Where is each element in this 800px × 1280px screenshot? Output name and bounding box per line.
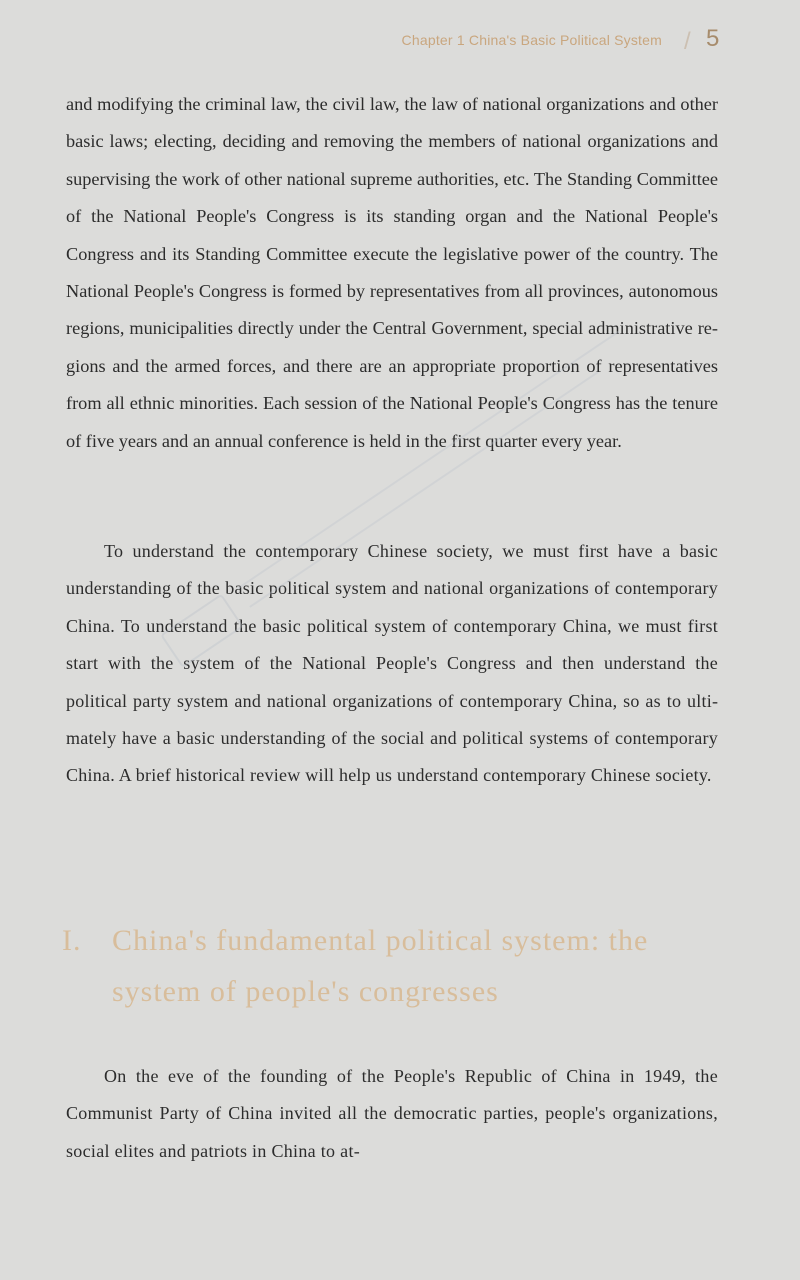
body-paragraph-3: On the eve of the founding of the People's Republic of China in 1949, the Communist Party of China invited all the democratic parties, people's organizations, social elites and patriots in China to at- xyxy=(66,1066,718,1161)
body-paragraph-2: To understand the contemporary Chinese society, we must first have a basic understanding of the basic political system and national organizations of contemporary China. To understand the basic political system of contemporary China, we must first start with the system of the National People's Congress and then understand the political party system and national organizations of contemporary China, so as to ultimately have a basic understanding of the social and political systems of contemporary China. A brief historical review will help us understand contemporary Chinese society. xyxy=(66,541,718,786)
running-head xyxy=(0,22,800,62)
section-heading xyxy=(62,915,742,1017)
chapter-title: Chapter 1 China's Basic Political System xyxy=(401,32,662,48)
header-separator: / xyxy=(684,28,691,55)
section-title-line-1: China's fundamental political system: the xyxy=(112,924,649,957)
page-number: 5 xyxy=(706,25,720,52)
section-title-line-2: system of people's congresses xyxy=(112,975,499,1008)
section-number: I. xyxy=(62,924,82,957)
body-paragraph-1: and modifying the criminal law, the civil law, the law of national organizations and other basic laws; electing, deciding and removing the members of national organizations and supervising the work of other national supreme authorities, etc. The Standing Committee of the National People's Congress is its standing organ and the National People's Congress and its Standing Committee execute the legislative power of the country. The National People's Congress is formed by representatives from all provinces, autonomous regions, municipalities directly under the Central Government, special administrative regions and the armed forces, and there are an appropriate proportion of representatives from all ethnic minorities. Each session of the National People's Congress has the tenure of five years and an annual conference is held in the first quarter every year. xyxy=(66,94,718,451)
